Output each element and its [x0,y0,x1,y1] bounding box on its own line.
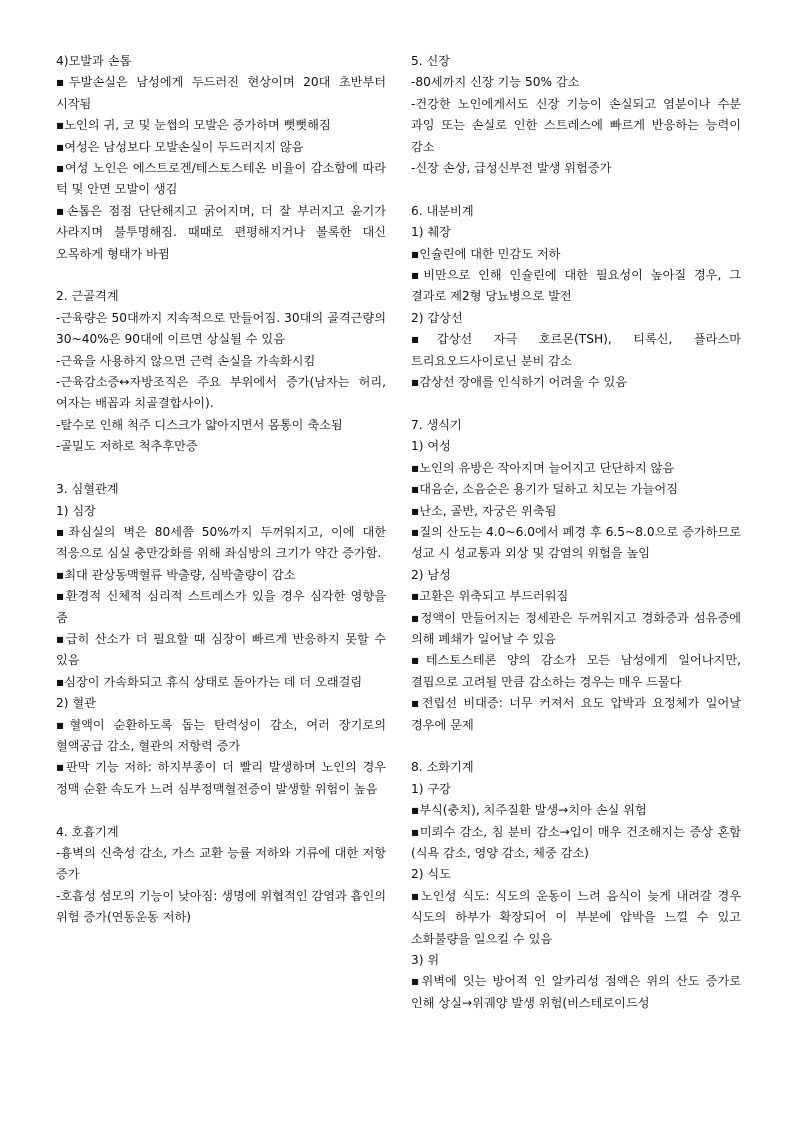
text-line: ▪고환은 위축되고 부드러워짐 [411,589,569,604]
text-line: 1) 심장 [56,503,96,518]
text-line: -근육량은 50대까지 지속적으로 만들어짐. 30대의 골격근량의 30~40%은 90대에 이르면 상실될 수 있음 [56,310,386,347]
text-line: ▪테스토스테론 양의 감소가 모든 남성에게 일어나지만, 결핍으로 고려될 만큼 감소하는 경우는 매우 드물다 [411,653,741,689]
text-line: ▪좌심실의 벽은 80세쯤 50%까지 두꺼워지고, 이에 대한 적응으로 심실 충만강화를 위해 좌심방의 크기가 약간 증가함. [56,524,386,561]
section-kidney [411,51,741,179]
text-line: ▪여성은 남성보다 모발손실이 두드러지지 않음 [56,139,304,154]
section-heading: 4)모발과 손톱 [56,54,132,68]
text-line: ▪노인성 식도: 식도의 운동이 느려 음식이 늦게 내려갈 경우 식도의 하부가 확장되어 이 부분에 압박을 느낄 수 있고 소화불량을 일으킬 수 있음 [411,888,741,946]
section-heading: 2. 근골격계 [56,289,119,304]
right-column [411,51,741,1014]
section-heading: 8. 소화기계 [411,760,474,775]
text-line: ▪난소, 골반, 자궁은 위축됨 [411,503,557,518]
text-line: -신장 손상, 급성신부전 발생 위험증가 [411,161,612,176]
section-heading: 7. 생식기 [411,417,462,432]
text-line: 1) 췌장 [411,225,451,240]
text-line: ▪갑상선 자극 호르몬(TSH), 티록신, 플라스마 트리요오드사이로닌 분비 감소 [411,332,741,368]
text-line: ▪질의 산도는 4.0~6.0에서 폐경 후 6.5~8.0으로 증가하므로 성교 시 성교통과 외상 및 감염의 위험을 높임 [411,524,741,561]
text-line: ▪심장이 가속화되고 휴식 상태로 돌아가는 데 더 오래걸림 [56,674,363,689]
text-line: -탈수로 인해 척주 디스크가 얇아지면서 몸통이 축소됨 [56,417,343,432]
section-heading: 4. 호흡기계 [56,824,119,839]
text-line: ▪위벽에 잇는 방어적 인 알카리성 점액은 위의 산도 증가로 인해 상실→위궤양 발생 위험(비스테로이드성 [411,974,741,1010]
text-line: 1) 구강 [411,781,451,796]
section-musculoskeletal [56,286,386,457]
left-column [56,51,386,929]
section-digestive [411,757,741,1014]
text-line: 2) 남성 [411,567,451,582]
section-hair-nails [56,51,386,265]
text-line: -80세까지 신장 기능 50% 감소 [411,75,580,90]
text-line: -골밀도 저하로 척추후만증 [56,439,198,454]
section-cardiovascular [56,479,386,800]
text-line: ▪손톱은 점점 단단해지고 굵어지며, 더 잘 부러지고 윤기가 사라지며 불투명해짐. 때때로 편평해지거나 볼록한 대신 오목하게 형태가 바뀜 [56,203,386,261]
section-reproductive [411,415,741,736]
section-respiratory [56,822,386,929]
section-heading: 3. 심혈관계 [56,482,119,497]
text-line: ▪미뢰수 감소, 침 분비 감소→입이 매우 건조해지는 증상 혼함(식욕 감소, 영양 감소, 체중 감소) [411,824,741,860]
text-line: 2) 갑상선 [411,310,463,325]
text-line: ▪혈액이 순환하도록 돕는 탄력성이 감소, 여러 장기로의 혈액공급 감소, 혈관의 저항력 증가 [56,717,386,753]
text-line: ▪부식(충치), 치주질환 발생→치아 손실 위험 [411,803,647,818]
text-line: ▪판막 기능 저하: 하지부종이 더 빨리 발생하며 노인의 경우 정맥 순환 속도가 느려 심부정맥혈전증이 발생할 위험이 높음 [56,760,386,796]
text-line: ▪인슐린에 대한 민감도 저하 [411,246,561,261]
text-line: 3) 위 [411,953,440,968]
text-line: ▪노인의 귀, 코 및 눈썹의 모발은 증가하며 뻣뻣해짐 [56,118,331,133]
text-line: ▪급히 산소가 더 필요할 때 심장이 빠르게 반응하지 못할 수 있음 [56,631,386,668]
text-line: ▪비만으로 인해 인슐린에 대한 필요성이 높아질 경우, 그 결과로 제2형 당뇨병으로 발전 [411,268,741,304]
text-line: -근육감소증↔자방조직은 주요 부위에서 증가(남자는 허리, 여자는 배꼽과 치골결합사이). [56,375,386,411]
text-line: ▪감상선 장애를 인식하기 어려울 수 있음 [411,375,627,390]
text-line: -호흡성 섬모의 기능이 낮아짐: 생명에 위협적인 감염과 흡인의 위험 증가(연동운동 저하) [56,888,386,925]
text-line: ▪최대 관상동맥혈류 박출량, 심박출량이 감소 [56,567,296,582]
text-line: 1) 여성 [411,439,451,454]
section-heading: 6. 내분비계 [411,203,474,218]
section-endocrine [411,201,741,394]
text-line: ▪환경적 신체적 심리적 스트레스가 있을 경우 심각한 영향을 줌 [56,589,386,625]
text-line: ▪두발손실은 남성에게 두드러진 현상이며 20대 초반부터 시작됨 [56,75,386,111]
text-line: ▪노인의 유방은 작아지며 늘어지고 단단하지 않음 [411,460,675,475]
text-line: -건강한 노인에게서도 신장 기능이 손실되고 염분이나 수분 과잉 또는 손실로 인한 스트레스에 빠르게 반응하는 능력이 감소 [411,96,741,154]
text-line: ▪여성 노인은 에스트로겐/테스토스테온 비율이 감소함에 따라 턱 및 안면 모발이 생김 [56,161,386,197]
text-line: ▪대음순, 소음순은 용기가 덜하고 치모는 가늘어짐 [411,482,678,497]
text-line: 2) 식도 [411,867,451,882]
text-line: 2) 혈관 [56,696,96,711]
text-line: -흉벽의 신축성 감소, 가스 교환 능률 저하와 기류에 대한 저항 증가 [56,845,386,882]
section-heading: 5. 신장 [411,54,451,68]
text-line: ▪전립선 비대증: 너무 커져서 요도 압박과 요정체가 일어날 경우에 문제 [411,696,741,732]
text-line: -근육을 사용하지 않으면 근력 손실을 가속화시킴 [56,353,316,368]
text-line: ▪정액이 만들어지는 정세관은 두꺼워지고 경화증과 섬유증에 의해 폐쇄가 일어날 수 있음 [411,610,741,646]
